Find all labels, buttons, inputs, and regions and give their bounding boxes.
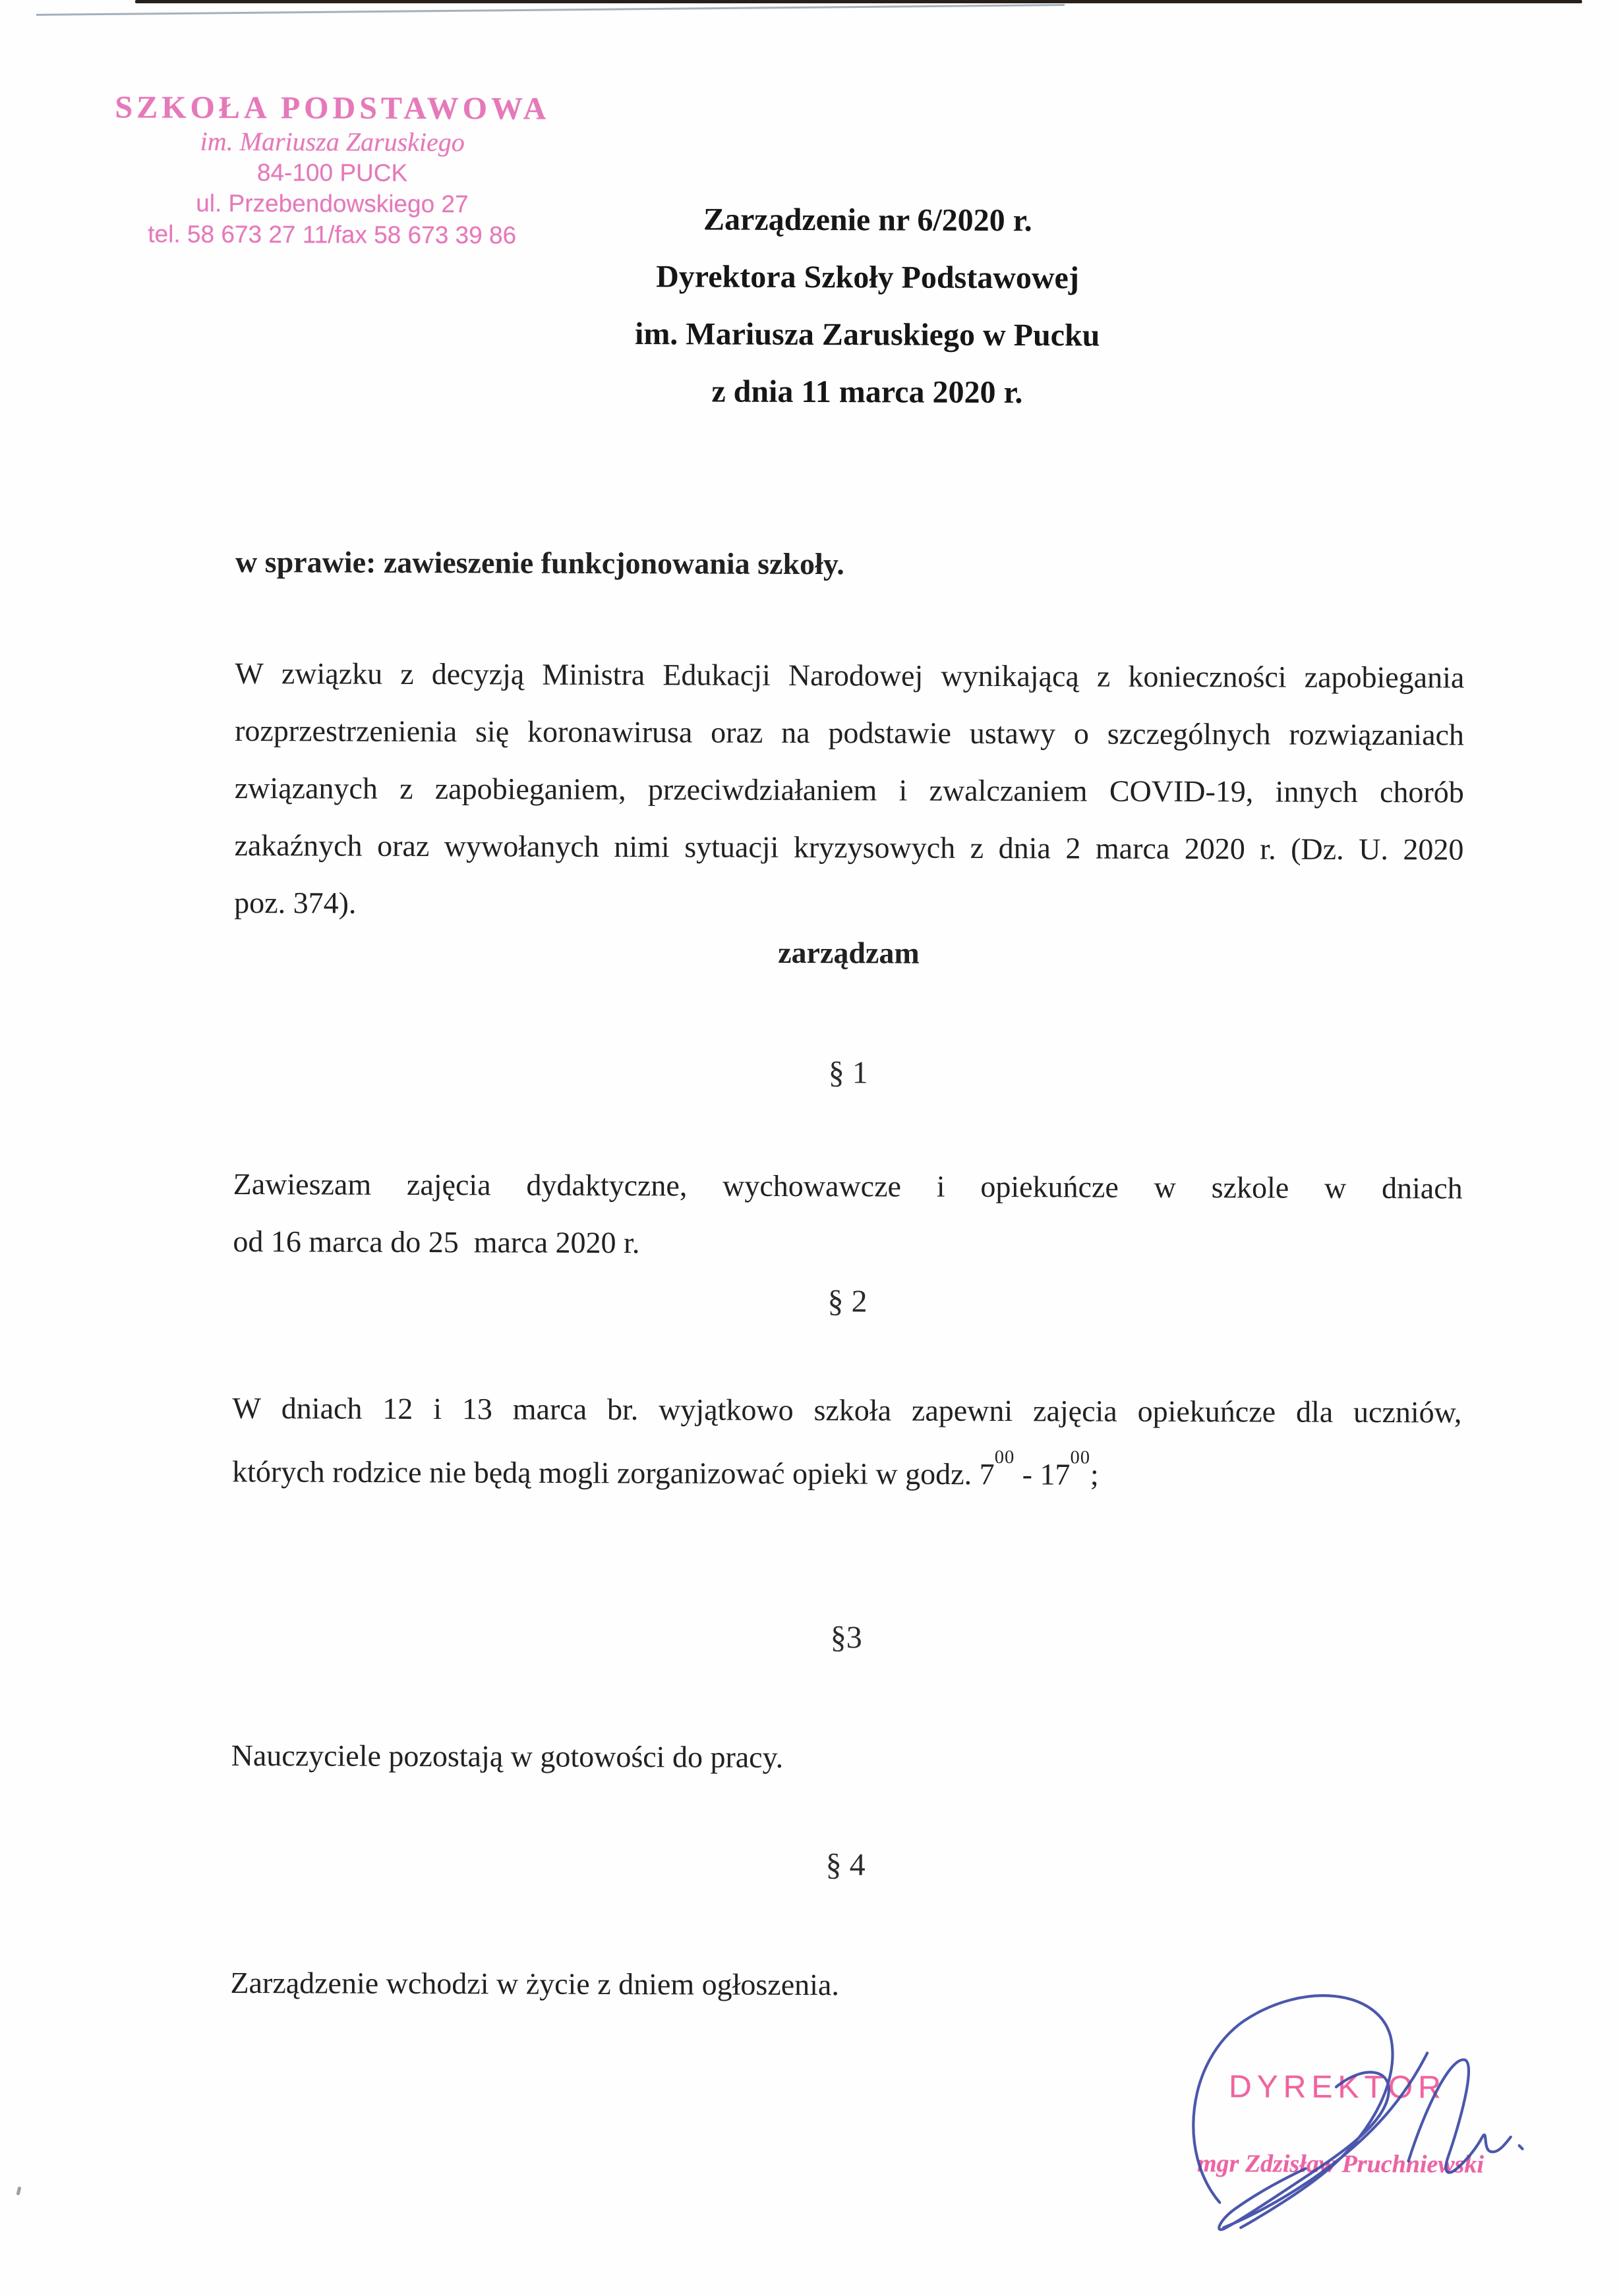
section-2-mark: § 2	[827, 1284, 868, 1319]
hours-superscript: 00	[1070, 1447, 1091, 1468]
stamp-phone-fax: tel. 58 673 27 11/fax 58 673 39 86	[148, 220, 517, 249]
section-2-line: W dniach 12 i 13 marca br. wyjątkowo szkoła zapewni zajęcia opiekuńcze dla uczniów,	[232, 1391, 1462, 1429]
title-line-school: im. Mariusza Zaruskiego w Pucku	[634, 316, 1100, 353]
section-4-mark: § 4	[825, 1847, 866, 1883]
signature-two-stroke	[1219, 2072, 1389, 2231]
section-1-line-last: od 16 marca do 25 marca 2020 r.	[233, 1224, 640, 1260]
section-1-line: Zawieszam zajęcia dydaktyczne, wychowawcze i opiekuńcze w szkole w dniach	[233, 1166, 1463, 1205]
section-3-paragraph	[231, 1727, 1461, 1789]
signature-scribble	[1047, 1965, 1612, 2250]
title-line-number: Zarządzenie nr 6/2020 r.	[703, 202, 1032, 239]
stamp-patron-name: im. Mariusza Zaruskiego	[200, 126, 465, 158]
section-1-mark: § 1	[828, 1055, 868, 1091]
preamble-line: zakaźnych oraz wywołanych nimi sytuacji kryzysowych z dnia 2 marca 2020 r. (Dz. U. 2020	[234, 828, 1464, 867]
preamble-paragraph	[234, 645, 1465, 936]
hours-text-part: których rodzice nie będą mogli zorganizować opieki w godz. 7	[232, 1454, 995, 1491]
title-line-date: z dnia 11 marca 2020 r.	[711, 374, 1023, 411]
section-4-line: Zarządzenie wchodzi w życie z dniem ogłoszenia.	[230, 1965, 839, 2002]
preamble-line: W związku z decyzją Ministra Edukacji Narodowej wynikającą z konieczności zapobiegania	[235, 656, 1465, 695]
section-3-mark: §3	[830, 1620, 862, 1655]
director-name-stamp: mgr Zdzisław Pruchniewski	[1196, 2150, 1485, 2179]
title-line-issuer: Dyrektora Szkoły Podstawowej	[656, 259, 1079, 296]
section-2-paragraph	[232, 1379, 1462, 1505]
document-title	[252, 189, 1483, 423]
stamp-street: ul. Przebendowskiego 27	[196, 189, 469, 218]
subject-line: w sprawie: zawieszenie funkcjonowania szkoły.	[235, 544, 844, 581]
stamp-school-name: SZKOŁA PODSTAWOWA	[115, 90, 550, 127]
preamble-line: rozprzestrzenienia się koronawirusa oraz na podstawie ustawy o szczególnych rozwiązaniach	[235, 713, 1465, 752]
section-1-paragraph	[233, 1155, 1463, 1275]
hours-superscript: 00	[994, 1447, 1015, 1468]
stamp-postal-code: 84-100 PUCK	[256, 159, 408, 187]
director-role-stamp: DYREKTOR	[1228, 2069, 1446, 2106]
section-3-line: Nauczyciele pozostają w gotowości do pracy.	[231, 1738, 784, 1774]
order-word: zarządzam	[778, 935, 920, 970]
preamble-line: związanych z zapobieganiem, przeciwdziałaniem i zwalczaniem COVID-19, innych chorób	[234, 770, 1464, 809]
hours-text-part: - 17	[1015, 1457, 1071, 1491]
section-2-line-hours	[232, 1437, 1461, 1505]
hours-text-part: ;	[1090, 1457, 1099, 1491]
preamble-line-last: poz. 374).	[234, 885, 357, 920]
